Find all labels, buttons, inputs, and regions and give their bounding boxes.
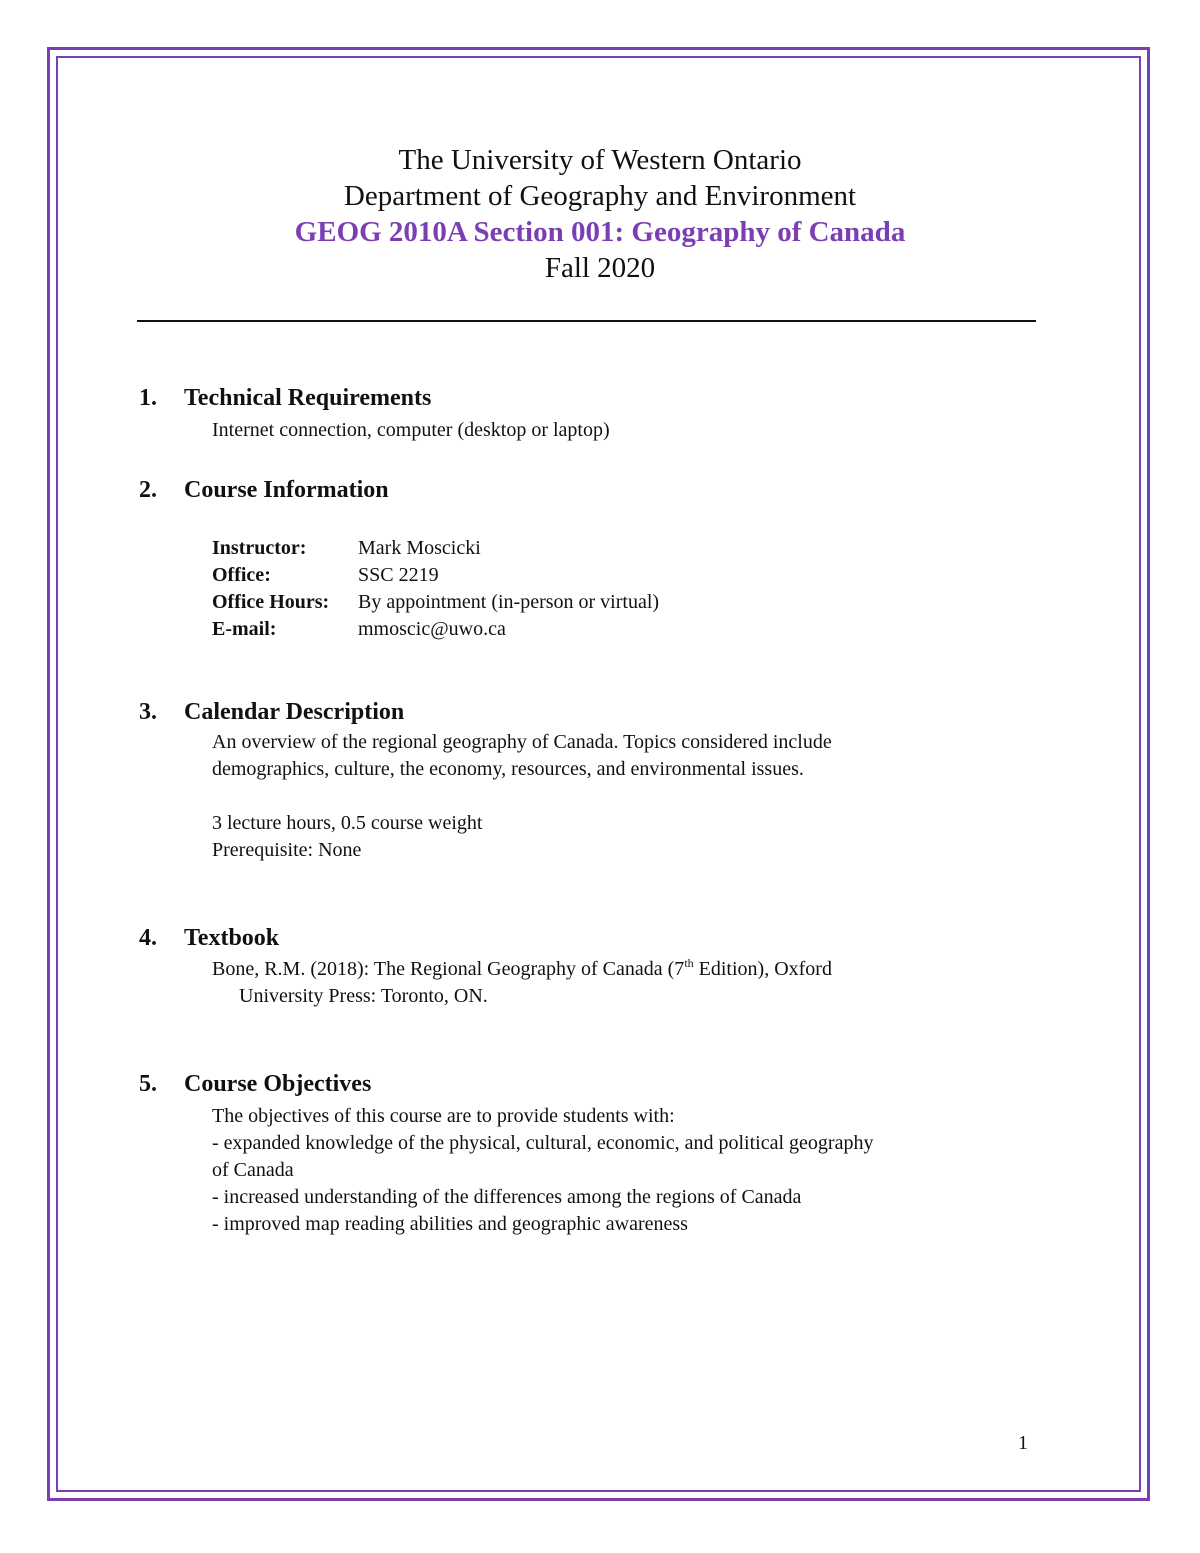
objective-item: - increased understanding of the differences among the regions of Canada xyxy=(212,1186,802,1208)
prerequisite: Prerequisite: None xyxy=(212,839,362,861)
section-heading-objectives xyxy=(139,1069,371,1099)
course-weight: 3 lecture hours, 0.5 course weight xyxy=(212,812,483,834)
info-row-email xyxy=(212,616,659,643)
technical-text: Internet connection, computer (desktop or laptop) xyxy=(212,419,610,441)
section-number: 1. xyxy=(139,385,157,411)
department-name: Department of Geography and Environment xyxy=(343,180,857,212)
section-number: 5. xyxy=(139,1071,157,1097)
info-row-instructor xyxy=(212,535,659,562)
objective-item-continued: of Canada xyxy=(212,1159,294,1181)
citation-text: Edition), Oxford xyxy=(693,958,832,980)
section-heading-course-info xyxy=(139,475,389,505)
info-label: Instructor: xyxy=(212,537,307,559)
section-title: Calendar Description xyxy=(184,699,405,725)
course-info-table xyxy=(212,535,659,643)
citation-line xyxy=(212,956,832,983)
document-header xyxy=(0,142,1200,286)
info-label: E-mail: xyxy=(212,618,277,640)
calendar-description xyxy=(212,729,832,864)
section-title: Textbook xyxy=(184,925,280,951)
section-number: 4. xyxy=(139,925,157,951)
edition-superscript: th xyxy=(684,956,694,970)
objective-item: - improved map reading abilities and geographic awareness xyxy=(212,1213,688,1235)
objective-item: - expanded knowledge of the physical, cultural, economic, and political geography xyxy=(212,1132,874,1154)
info-label: Office Hours: xyxy=(212,591,330,613)
section-heading-calendar xyxy=(139,697,404,727)
calendar-line: demographics, culture, the economy, resources, and environmental issues. xyxy=(212,758,804,780)
section-number: 2. xyxy=(139,477,157,503)
header-divider xyxy=(137,320,1036,322)
textbook-citation xyxy=(212,956,832,1010)
objectives-intro: The objectives of this course are to provide students with: xyxy=(212,1105,675,1127)
calendar-line: An overview of the regional geography of Canada. Topics considered include xyxy=(212,731,832,753)
technical-requirements-text xyxy=(212,417,610,444)
info-row-office xyxy=(212,562,659,589)
spacer xyxy=(212,783,832,810)
section-title: Course Objectives xyxy=(184,1071,372,1097)
section-title: Course Information xyxy=(184,477,389,503)
email-link[interactable]: mmoscic@uwo.ca xyxy=(358,618,506,640)
course-title: GEOG 2010A Section 001: Geography of Canada xyxy=(294,216,906,248)
section-number: 3. xyxy=(139,699,157,725)
term: Fall 2020 xyxy=(544,252,656,284)
objectives-list xyxy=(212,1103,873,1238)
citation-line: University Press: Toronto, ON. xyxy=(239,985,488,1007)
info-value: By appointment (in-person or virtual) xyxy=(358,591,660,613)
info-label: Office: xyxy=(212,564,271,586)
section-title: Technical Requirements xyxy=(184,385,432,411)
page-number: 1 xyxy=(1018,1432,1028,1454)
section-heading-textbook xyxy=(139,923,279,953)
info-row-office-hours xyxy=(212,589,659,616)
university-name: The University of Western Ontario xyxy=(398,144,802,176)
citation-text: Bone, R.M. (2018): The Regional Geography of Canada (7 xyxy=(212,958,685,980)
section-heading-technical xyxy=(139,383,431,413)
info-value: SSC 2219 xyxy=(358,564,439,586)
info-value: Mark Moscicki xyxy=(358,537,481,559)
